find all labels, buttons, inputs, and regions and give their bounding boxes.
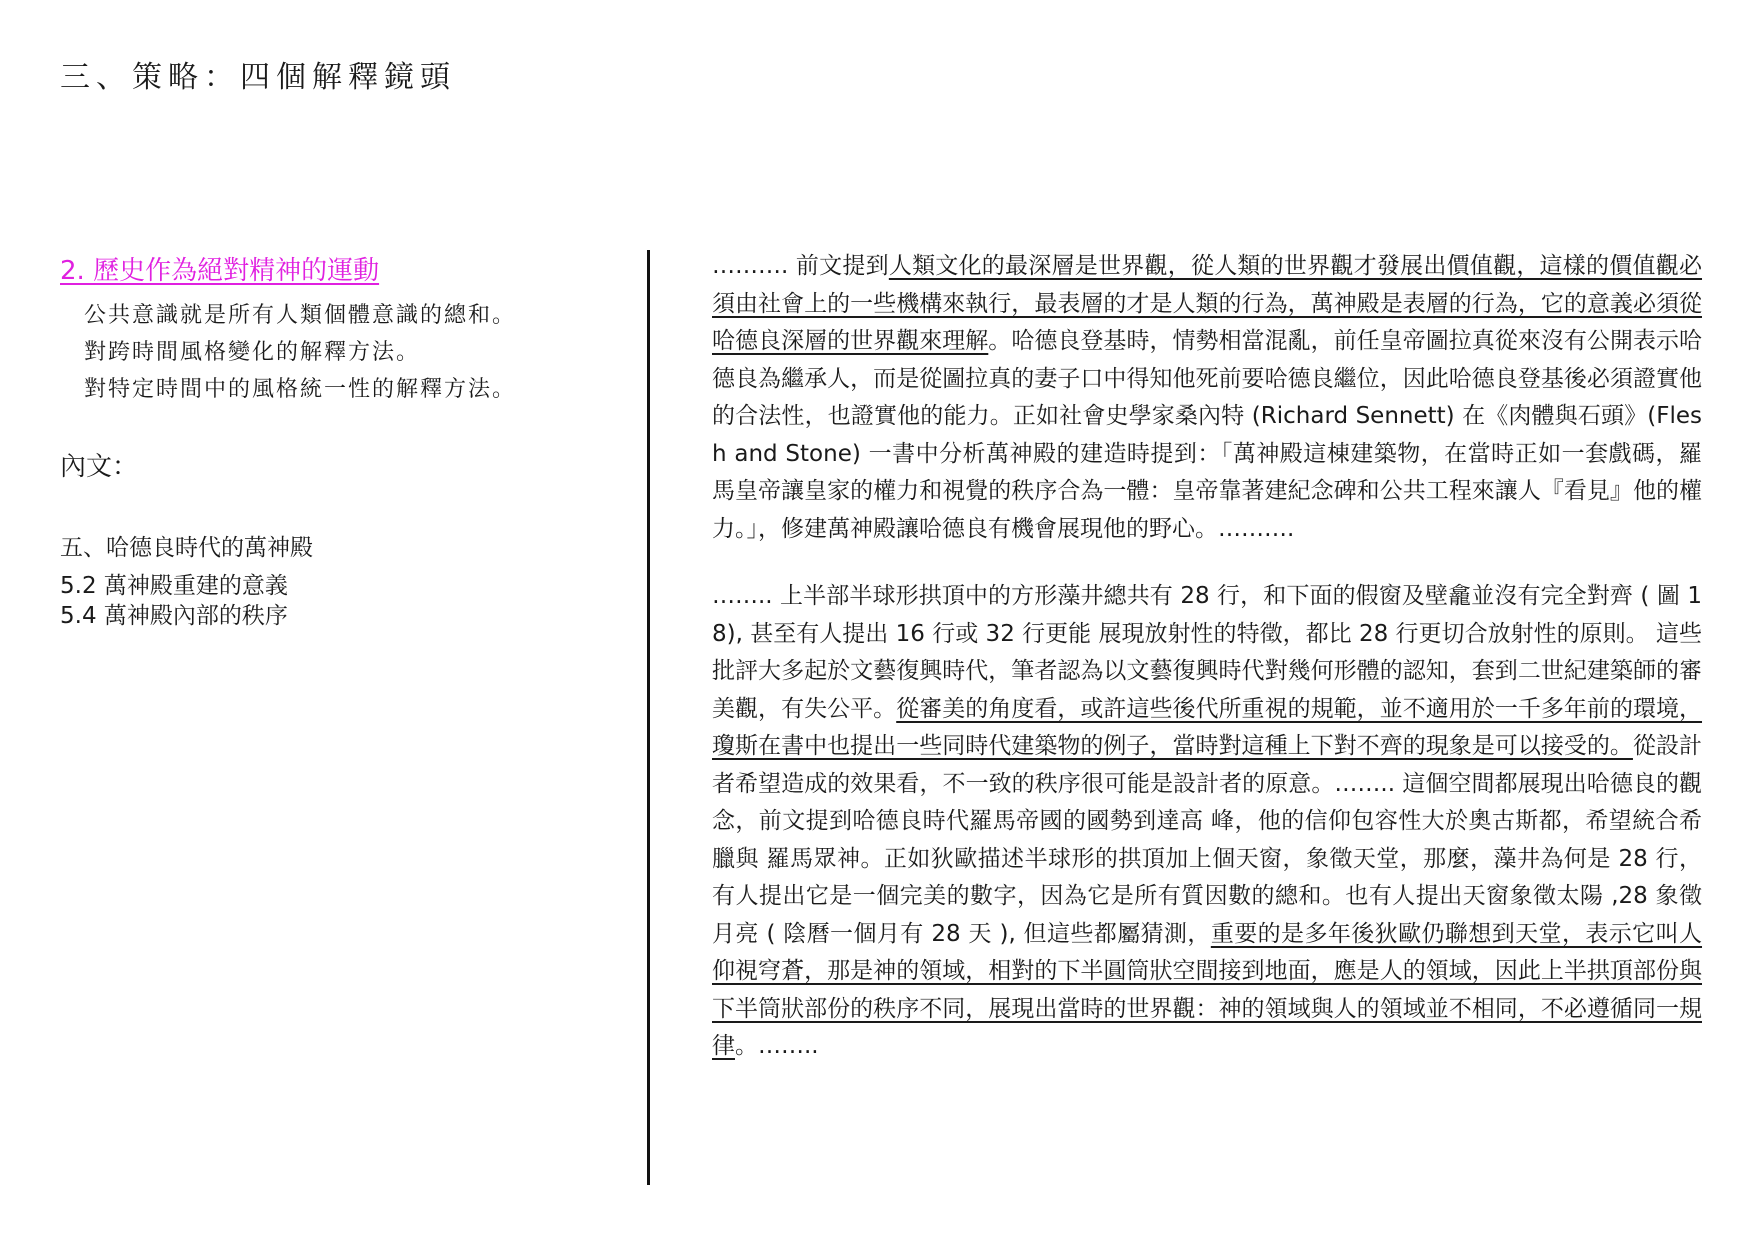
right-column [712, 248, 1702, 1066]
excerpt-text: 從設計者希望造成的效果看，不一致的秩序很可能是設計者的原意。…….. 這個空間都展現出哈德良的觀念，前文提到哈德良時代羅馬帝國的國勢到達高 峰，他的信仰包容性大於奧古斯都，希望統合希臘與 羅馬眾神。正如狄歐描述半球形的拱頂加上個天窗，象徵天堂，那麼，藻井為何是 28 行，有人提出它是一個完美的數字，因為它是所有質因數的總和。也有人提出天窗象徵太陽 ,28 象徵月亮 ( 陰曆一個月有 28 天 ), 但這些都屬猜測， [712, 733, 1703, 947]
left-column [60, 250, 620, 631]
underlined-passage: 重要的是多年後狄歐仍聯想到天堂，表示它叫人仰視穹蒼，那是神的領域，相對的下半圓筒狀空間接到地面，應是人的領域，因此上半拱頂部份與下半筒狀部份的秩序不同，展現出當時的世界觀：神的領域與人的領域並不相同，不必遵循同一規律 [712, 920, 1703, 1059]
chapter-title: 五、哈德良時代的萬神殿 [60, 535, 313, 561]
concept-item: 對特定時間中的風格統一性的解釋方法。 [84, 377, 517, 402]
column-divider [647, 250, 650, 1185]
excerpt-text: …….. 上半部半球形拱頂中的方形藻井總共有 28 行，和下面的假窗及壁龕並沒有完全對齊 ( 圖 18), 甚至有人提出 16 行或 32 行更能 展現放射性的特徵，都比 28 行更切合放射性的原則。 這些批評大多起於文藝復興時代，筆者認為以文藝復興時代對幾何形體的認知，套到二世紀建築師的審美觀，有失公平。 [712, 583, 1702, 722]
excerpt-paragraph-2 [712, 578, 1702, 1066]
chapter-subsection: 5.2 萬神殿重建的意義 [60, 573, 288, 599]
page-title: 三、策略：四個解釋鏡頭 [60, 60, 456, 95]
chapter-subsection: 5.4 萬神殿內部的秩序 [60, 603, 288, 629]
inner-text-label: 內文： [60, 452, 139, 482]
underlined-passage: 從審美的角度看，或許這些後代所重視的規範，並不適用於一千多年前的環境，瓊斯在書中也提出一些同時代建築物的例子，當時對這種上下對不齊的現象是可以接受的。 [712, 695, 1703, 759]
section-heading: 2. 歷史作為絕對精神的運動 [60, 256, 380, 286]
excerpt-text: ………. 前文提到 [712, 253, 889, 279]
underlined-passage: 人類文化的最深層是世界觀，從人類的世界觀才發展出價值觀，這樣的價值觀必須由社會上的一些機構來執行，最表層的才是人類的行為，萬神殿是表層的行為，它的意義必須從哈德良深層的世界觀來理解 [712, 253, 1703, 354]
excerpt-paragraph-1 [712, 248, 1702, 548]
chapter-list [60, 533, 620, 631]
concept-list [60, 297, 620, 408]
concept-item: 公共意識就是所有人類個體意識的總和。 [84, 303, 517, 328]
concept-item: 對跨時間風格變化的解釋方法。 [84, 340, 421, 365]
excerpt-text: 。哈德良登基時，情勢相當混亂，前任皇帝圖拉真從來沒有公開表示哈德良為繼承人，而是從圖拉真的妻子口中得知他死前要哈德良繼位，因此哈德良登基後必須證實他的合法性，也證實他的能力。正如社會史學家桑內特 (Richard Sennett) 在《肉體與石頭》(Flesh and Stone) 一書中分析萬神殿的建造時提到：「萬神殿這棟建築物，在當時正如一套戲碼，羅馬皇帝讓皇家的權力和視覺的秩序合為一體：皇帝靠著建紀念碑和公共工程來讓人『看見』他的權力。」，修建萬神殿讓哈德良有機會展現他的野心。………. [712, 328, 1703, 542]
excerpt-text: 。…….. [735, 1033, 819, 1059]
